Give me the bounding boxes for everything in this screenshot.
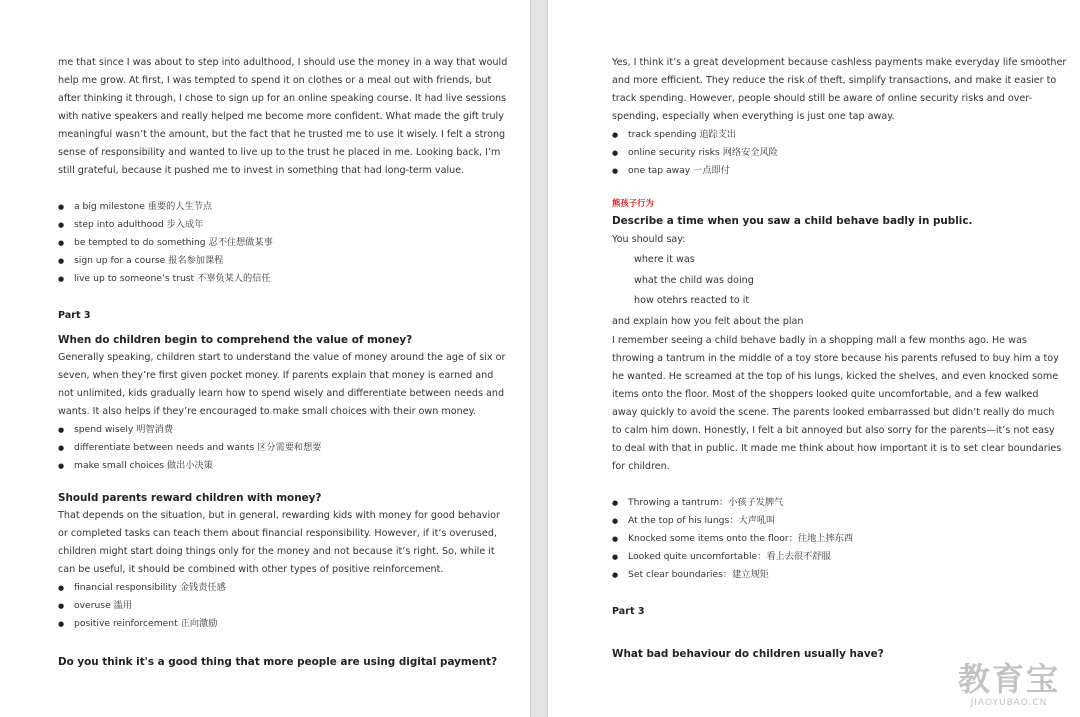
text-line: away quickly to avoid the scene. The parents looked embarrassed but didn’t really do much [612, 406, 1055, 418]
text-line: Yes, I think it’s a great development because cashless payments make everyday life smoother [612, 57, 1067, 68]
text-line: wants. It also helps if they’re encouraged to make small choices with their own money. [58, 406, 476, 417]
vocab-list [58, 198, 530, 288]
prompt-item: where it was [634, 254, 695, 265]
question-heading: What bad behaviour do children usually have? [612, 647, 884, 660]
vocab-list [612, 126, 1080, 180]
vocab-item: ● Set clear boundaries：建立规矩 [612, 566, 1080, 584]
text-line: children might start doing things only for the money and not because it’s right. So, while it [58, 546, 495, 557]
text-line: not unlimited, kids gradually learn how to spend wisely and differentiate between needs and [58, 388, 505, 399]
text-line: still grateful, because it pushed me to invest in something that had long-term value. [58, 165, 465, 176]
vocab-item: ● positive reinforcement 正向激励 [58, 615, 530, 633]
page-divider [530, 0, 548, 717]
vocab-item: ● be tempted to do something 忍不住想做某事 [58, 234, 530, 252]
text-line: for children. [612, 460, 670, 472]
part-label: Part 3 [612, 605, 645, 617]
question-heading: Should parents reward children with money? [58, 492, 322, 504]
explain-prompt: and explain how you felt about the plan [612, 315, 804, 327]
text-line: me that since I was about to step into adulthood, I should use the money in a way that would [58, 57, 508, 68]
vocab-item: ● step into adulthood 步入成年 [58, 216, 530, 234]
answer-paragraph [58, 507, 500, 579]
vocab-item: ● a big milestone 重要的人生节点 [58, 198, 530, 216]
should-say-label: You should say: [612, 234, 686, 245]
intro-paragraph [58, 54, 508, 180]
text-line: can be useful, it should be combined with other types of positive reinforcement. [58, 564, 444, 575]
text-line: sense of responsibility and wanted to live up to the trust he placed in me. Looking back, I’m [58, 147, 501, 158]
left-page [0, 0, 530, 717]
prompt-item: how otehrs reacted to it [634, 295, 750, 306]
text-line: with native speakers and really helped me become more confident. What made the gift truly [58, 111, 504, 122]
vocab-item: ● online security risks 网络安全风险 [612, 144, 1080, 162]
vocab-item: ● sign up for a course 报名参加课程 [58, 252, 530, 270]
question-heading: Do you think it's a good thing that more people are using digital payment? [58, 656, 498, 668]
text-line: Generally speaking, children start to understand the value of money around the age of six or [58, 352, 506, 363]
vocab-item: ● Throwing a tantrum：小孩子发脾气 [612, 494, 1080, 512]
vocab-item: ● differentiate between needs and wants 区分需要和想要 [58, 439, 530, 457]
story-paragraph [612, 332, 1062, 476]
vocab-item: ● make small choices 做出小决策 [58, 457, 530, 475]
prompt-item: what the child was doing [634, 274, 754, 286]
text-line: to calm him down. Honestly, I felt a bit annoyed but also sorry for the parents—it’s not easy [612, 424, 1055, 436]
vocab-item: ● spend wisely 明智消费 [58, 421, 530, 439]
right-page [548, 0, 1080, 717]
topic-question: Describe a time when you saw a child behave badly in public. [612, 215, 973, 227]
watermark-cn: 教育宝 [957, 660, 1060, 698]
text-line: after thinking it through, I chose to sign up for an online speaking course. It had live sessions [58, 93, 507, 104]
vocab-item: ● one tap away 一点即付 [612, 162, 1080, 180]
vocab-item: ● At the top of his lungs：大声吼叫 [612, 512, 1080, 530]
text-line: items onto the floor. Most of the shoppers looked quite uncomfortable, and a few walked [612, 388, 1039, 400]
text-line: meaningful wasn’t the amount, but the fact that he trusted me to use it wisely. I felt a strong [58, 129, 506, 140]
watermark-logo [958, 661, 1060, 709]
watermark-en: JIAOYUBAO.CN [970, 698, 1048, 708]
vocab-list [58, 579, 530, 633]
vocab-item: ● financial responsibility 金钱责任感 [58, 579, 530, 597]
text-line: That depends on the situation, but in general, rewarding kids with money for good behavior [58, 510, 500, 521]
part-label: Part 3 [58, 310, 91, 321]
text-line: and more efficient. They reduce the risk of theft, simplify transactions, and make it easier to [612, 75, 1057, 86]
text-line: seven, when they’re first given pocket money. If parents explain that money is earned and [58, 370, 494, 381]
vocab-item: ● overuse 滥用 [58, 597, 530, 615]
vocab-item: ● track spending 追踪支出 [612, 126, 1080, 144]
answer-paragraph [612, 54, 1067, 126]
vocab-list [612, 494, 1080, 584]
text-line: or completed tasks can teach them about financial responsibility. However, if it’s overused, [58, 528, 497, 539]
answer-paragraph [58, 349, 506, 421]
text-line: track spending. However, people should still be aware of online security risks and over- [612, 93, 1033, 104]
topic-label-red: 熊孩子行为 [612, 198, 654, 208]
vocab-item: ● Knocked some items onto the floor：往地上摔东西 [612, 530, 1080, 548]
question-heading: When do children begin to comprehend the value of money? [58, 334, 413, 346]
text-line: throwing a tantrum in the middle of a toy store because his parents refused to buy him a toy [612, 352, 1059, 364]
text-line: I remember seeing a child behave badly in a shopping mall a few months ago. He was [612, 334, 1027, 346]
text-line: he wanted. He screamed at the top of his lungs, kicked the shelves, and even knocked some [612, 370, 1059, 382]
vocab-item: ● live up to someone’s trust 不辜负某人的信任 [58, 270, 530, 288]
text-line: to deal with that in public. It made me think about how important it is to set clear boundaries [612, 442, 1062, 454]
text-line: spending, especially when everything is just one tap away. [612, 111, 895, 122]
vocab-list [58, 421, 530, 475]
text-line: help me grow. At first, I was tempted to spend it on clothes or a meal out with friends, but [58, 75, 492, 86]
vocab-item: ● Looked quite uncomfortable：看上去很不舒服 [612, 548, 1080, 566]
